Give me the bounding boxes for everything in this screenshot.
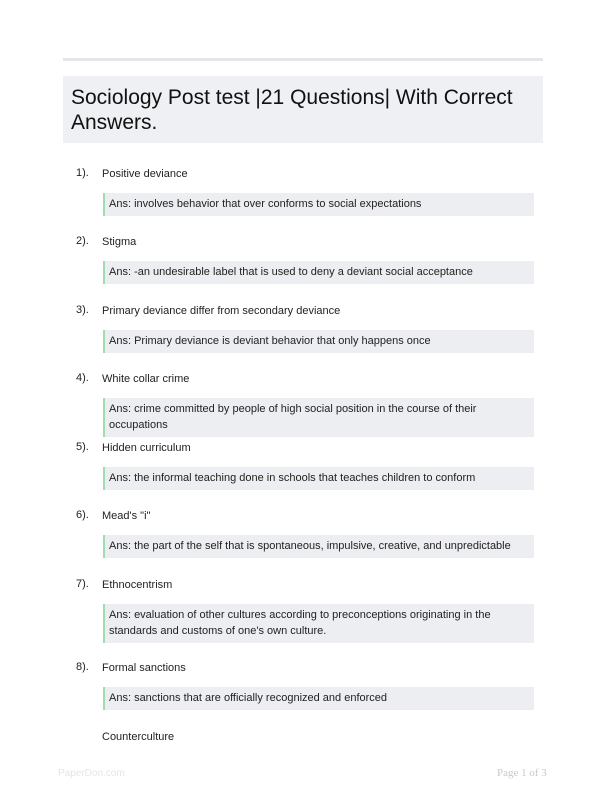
question-number: 7). <box>76 578 89 590</box>
answer-box: Ans: -an undesirable label that is used to deny a deviant social acceptance <box>103 261 534 284</box>
answer-box: Ans: sanctions that are officially recognized and enforced <box>103 687 534 710</box>
question-text: Counterculture <box>102 731 175 743</box>
question-text: Mead's "i" <box>102 510 151 522</box>
question-text: White collar crime <box>102 373 190 385</box>
answer-box: Ans: involves behavior that over conforms to social expectations <box>103 193 534 216</box>
question-text: Ethnocentrism <box>102 579 173 591</box>
question-number: 6). <box>76 509 89 521</box>
document-title: Sociology Post test |21 Questions| With Correct Answers. <box>71 86 513 134</box>
question-number: 8). <box>76 661 89 673</box>
page-number: Page 1 of 3 <box>497 767 547 779</box>
answer-box: Ans: the part of the self that is spontaneous, impulsive, creative, and unpredictable <box>103 535 534 558</box>
question-text: Primary deviance differ from secondary deviance <box>102 305 341 317</box>
question-number: 2). <box>76 235 89 247</box>
answer-box: Ans: evaluation of other cultures according to preconceptions originating in the standards and customs of one's own culture. <box>103 604 534 643</box>
answer-box: Ans: crime committed by people of high social position in the course of their occupations <box>103 398 534 437</box>
title-banner <box>63 76 543 143</box>
question-text: Positive deviance <box>102 168 188 180</box>
question-number: 5). <box>76 441 89 453</box>
question-number: 4). <box>76 372 89 384</box>
question-text: Hidden curriculum <box>102 442 191 454</box>
question-number: 3). <box>76 304 89 316</box>
question-number: 1). <box>76 167 89 179</box>
top-divider <box>63 58 543 61</box>
question-text: Formal sanctions <box>102 662 186 674</box>
answer-box: Ans: the informal teaching done in schools that teaches children to conform <box>103 467 534 490</box>
answer-box: Ans: Primary deviance is deviant behavior that only happens once <box>103 330 534 353</box>
question-text: Stigma <box>102 236 137 248</box>
footer-site-watermark: PaperDon.com <box>58 768 125 779</box>
